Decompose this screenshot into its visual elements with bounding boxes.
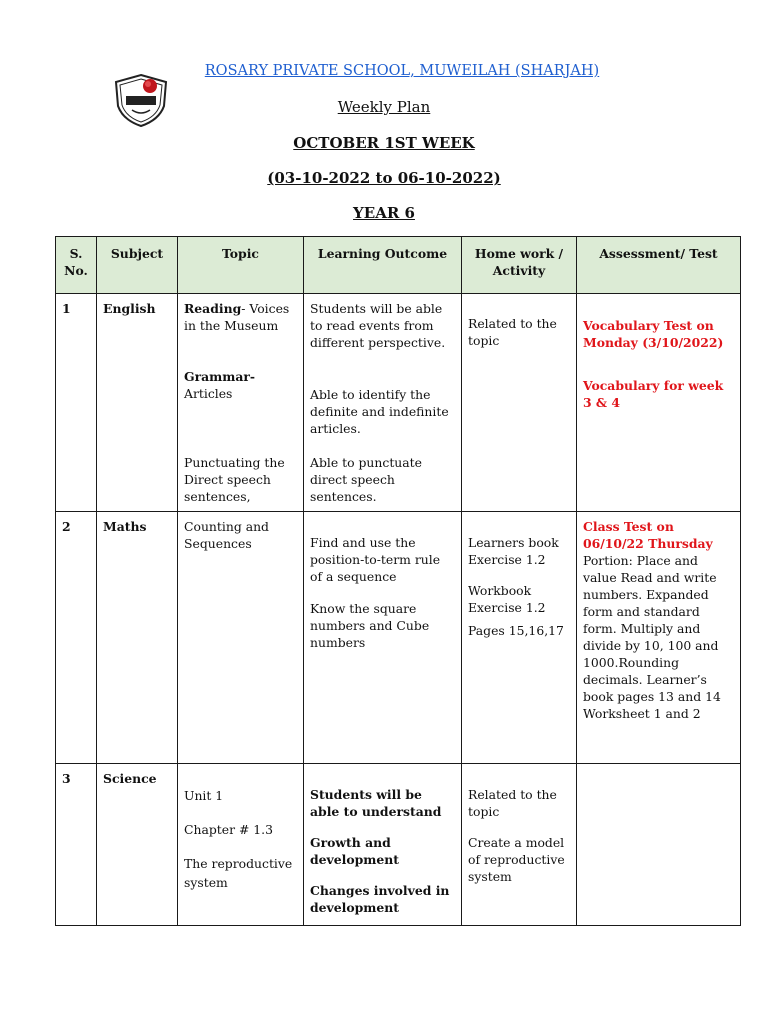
subject-cell: Maths — [97, 512, 178, 764]
subject-cell: Science — [97, 764, 178, 926]
school-name: ROSARY PRIVATE SCHOOL, MUWEILAH (SHARJAH) — [204, 63, 600, 79]
table-row — [56, 764, 741, 926]
subject-cell: English — [97, 294, 178, 512]
header-topic: Topic — [178, 237, 304, 294]
weekly-plan-table — [55, 236, 741, 926]
outcome-cell: Students will be able to read events from different perspective. Able to identify the definite and indefinite articles. Able to punctuate direct speech sentences. — [304, 294, 462, 512]
topic-cell: Counting and Sequences — [178, 512, 304, 764]
assessment-cell — [577, 764, 741, 926]
table-row — [56, 512, 741, 764]
topic-cell: Reading- Voices in the Museum Grammar- Articles Punctuating the Direct speech sentences, — [178, 294, 304, 512]
week-title: OCTOBER 1ST WEEK — [293, 134, 475, 152]
homework-cell: Learners book Exercise 1.2 Workbook Exercise 1.2 Pages 15,16,17 — [462, 512, 577, 764]
outcome-cell: Find and use the position-to-term rule of a sequence Know the square numbers and Cube numbers — [304, 512, 462, 764]
outcome-cell: Students will be able to understand Growth and development Changes involved in development — [304, 764, 462, 926]
table-row — [56, 294, 741, 512]
header-sno: S. No. — [56, 237, 97, 294]
plan-title: Weekly Plan — [337, 98, 431, 116]
table-header-row — [56, 237, 741, 294]
date-range: (03-10-2022 to 06-10-2022) — [267, 169, 501, 187]
header-homework: Home work / Activity — [462, 237, 577, 294]
assessment-cell: Vocabulary Test on Monday (3/10/2022) Vocabulary for week 3 & 4 — [577, 294, 741, 512]
topic-cell: Unit 1 Chapter # 1.3 The reproductive system — [178, 764, 304, 926]
header-learning-outcome: Learning Outcome — [304, 237, 462, 294]
header-assessment: Assessment/ Test — [577, 237, 741, 294]
assessment-cell: Class Test on 06/10/22 Thursday Portion: Place and value Read and write numbers. Expanded form and standard form. Multiply and divide by 10, 100 and 1000.Rounding decimals. Learner’s book pages 13 and 14 Worksheet 1 and 2 — [577, 512, 741, 764]
homework-cell: Related to the topic Create a model of reproductive system — [462, 764, 577, 926]
header-subject: Subject — [97, 237, 178, 294]
row-number: 2 — [56, 512, 97, 764]
row-number: 3 — [56, 764, 97, 926]
homework-cell: Related to the topic — [462, 294, 577, 512]
grade-title: YEAR 6 — [353, 204, 415, 222]
row-number: 1 — [56, 294, 97, 512]
